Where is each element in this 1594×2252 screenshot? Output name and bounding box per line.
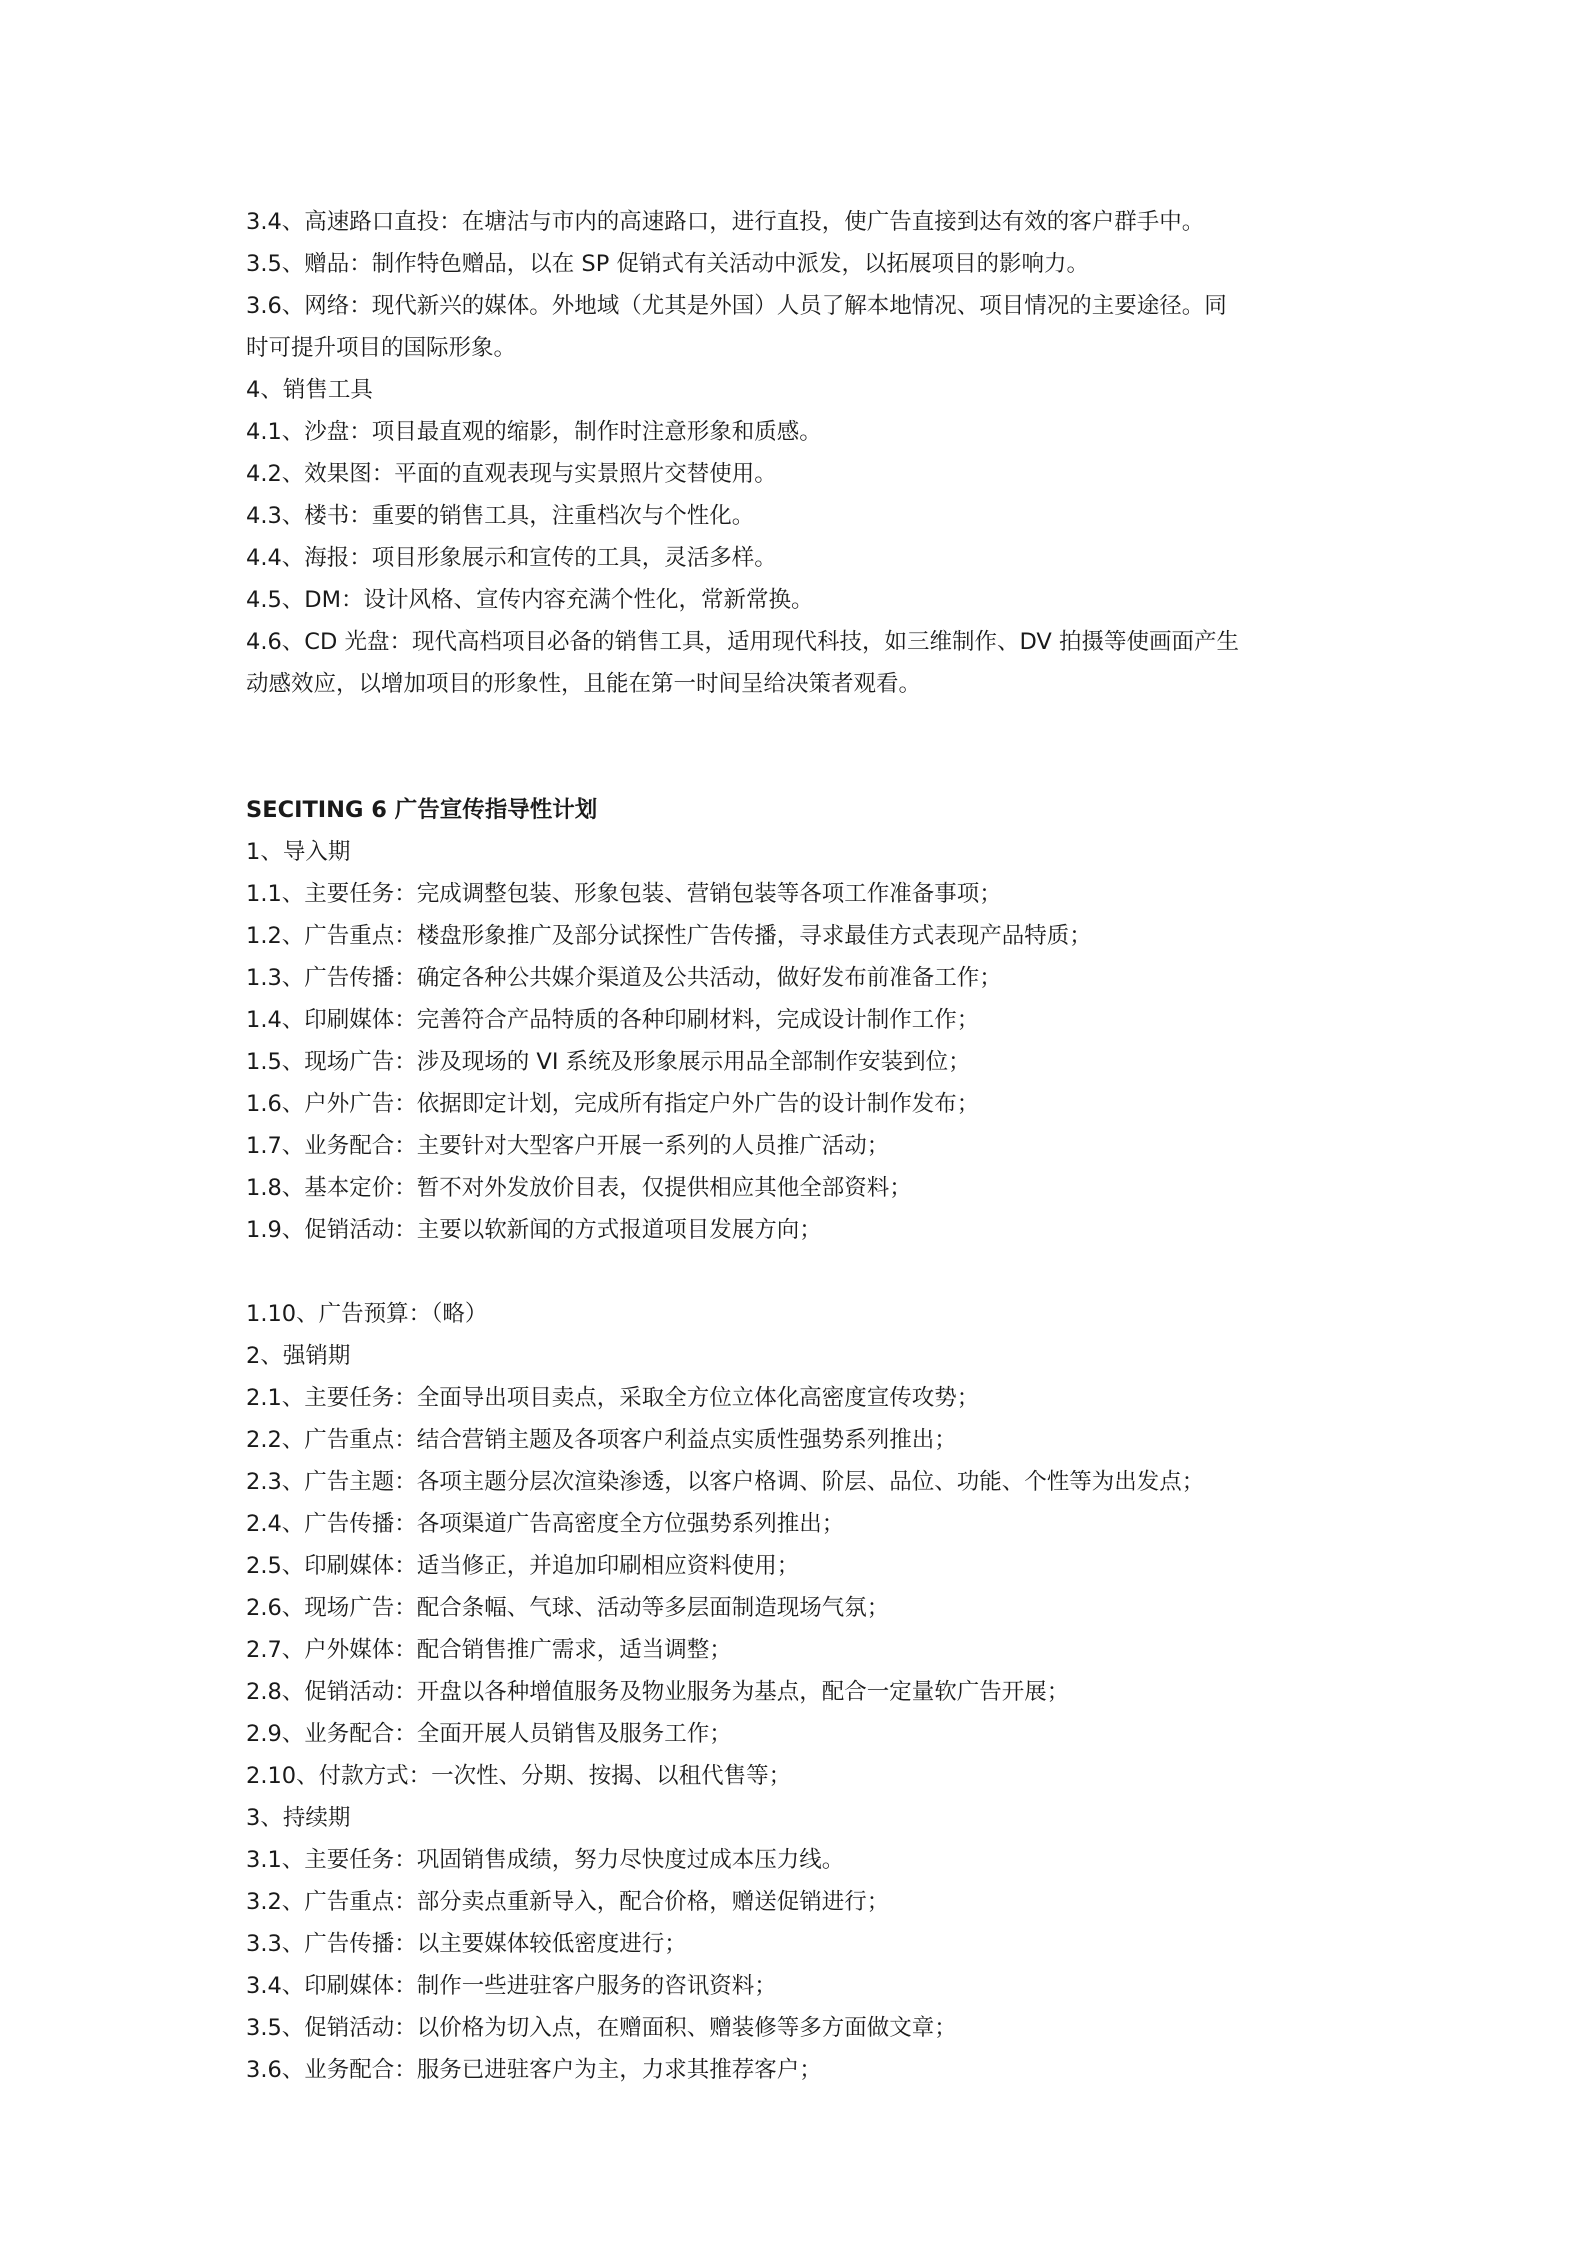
paragraph-line: 3.1、主要任务：巩固销售成绩，努力尽快度过成本压力线。 xyxy=(246,1847,845,1873)
section-heading: SECITING 6 广告宣传指导性计划 xyxy=(246,797,598,823)
paragraph-line: 2.8、促销活动：开盘以各种增值服务及物业服务为基点，配合一定量软广告开展； xyxy=(246,1679,1070,1705)
paragraph-line: 1.8、基本定价：暂不对外发放价目表，仅提供相应其他全部资料； xyxy=(246,1175,912,1201)
paragraph-line: 1.7、业务配合：主要针对大型客户开展一系列的人员推广活动； xyxy=(246,1133,890,1159)
paragraph-line: 1、导入期 xyxy=(246,839,351,865)
section-spacer xyxy=(246,705,1354,789)
section6-text xyxy=(246,789,1354,1251)
paragraph-line: 1.4、印刷媒体：完善符合产品特质的各种印刷材料，完成设计制作工作； xyxy=(246,1007,980,1033)
paragraph-line: 2.9、业务配合：全面开展人员销售及服务工作； xyxy=(246,1721,732,1747)
paragraph-line: 1.1、主要任务：完成调整包装、形象包装、营销包装等各项工作准备事项； xyxy=(246,881,1002,907)
paragraph-line: 2.3、广告主题：各项主题分层次渲染渗透，以客户格调、阶层、品位、功能、个性等为出发点； xyxy=(246,1469,1205,1495)
paragraph-line: 4.4、海报：项目形象展示和宣传的工具，灵活多样。 xyxy=(246,545,777,571)
paragraph-line: 3.6、业务配合：服务已进驻客户为主，力求其推荐客户； xyxy=(246,2057,822,2083)
section6-text-continued xyxy=(246,1293,1354,2091)
paragraph-line: 3.5、赠品：制作特色赠品，以在 SP 促销式有关活动中派发，以拓展项目的影响力。 xyxy=(246,251,1089,277)
paragraph-line: 3.3、广告传播：以主要媒体较低密度进行； xyxy=(246,1931,687,1957)
paragraph-line: 3.2、广告重点：部分卖点重新导入，配合价格，赠送促销进行； xyxy=(246,1889,890,1915)
paragraph-line: 4.5、DM：设计风格、宣传内容充满个性化，常新常换。 xyxy=(246,587,814,613)
paragraph-line: 1.5、现场广告：涉及现场的 VI 系统及形象展示用品全部制作安装到位； xyxy=(246,1049,971,1075)
paragraph-line: 1.9、促销活动：主要以软新闻的方式报道项目发展方向； xyxy=(246,1217,822,1243)
paragraph-line: 3、持续期 xyxy=(246,1805,351,1831)
paragraph-line: 时可提升项目的国际形象。 xyxy=(246,335,517,361)
paragraph-line: 2.6、现场广告：配合条幅、气球、活动等多层面制造现场气氛； xyxy=(246,1595,890,1621)
paragraph-line: 1.3、广告传播：确定各种公共媒介渠道及公共活动，做好发布前准备工作； xyxy=(246,965,1002,991)
paragraph-line: 2.4、广告传播：各项渠道广告高密度全方位强势系列推出； xyxy=(246,1511,845,1537)
paragraph-line: 动感效应，以增加项目的形象性，且能在第一时间呈给决策者观看。 xyxy=(246,671,922,697)
paragraph-line: 2.1、主要任务：全面导出项目卖点，采取全方位立体化高密度宣传攻势； xyxy=(246,1385,980,1411)
paragraph-line: 2、强销期 xyxy=(246,1343,351,1369)
paragraph-line: 4.1、沙盘：项目最直观的缩影，制作时注意形象和质感。 xyxy=(246,419,822,445)
paragraph-line: 4.6、CD 光盘：现代高档项目必备的销售工具，适用现代科技，如三维制作、DV 拍摄等使画面产生 xyxy=(246,629,1239,655)
paragraph-line: 2.7、户外媒体：配合销售推广需求，适当调整； xyxy=(246,1637,732,1663)
paragraph-line: 3.6、网络：现代新兴的媒体。外地域（尤其是外国）人员了解本地情况、项目情况的主要途径。同 xyxy=(246,293,1227,319)
paragraph-line: 1.6、户外广告：依据即定计划，完成所有指定户外广告的设计制作发布； xyxy=(246,1091,980,1117)
paragraph-line: 1.2、广告重点：楼盘形象推广及部分试探性广告传播，寻求最佳方式表现产品特质； xyxy=(246,923,1092,949)
paragraph-line: 1.10、广告预算：（略） xyxy=(246,1301,488,1327)
paragraph-line: 4.2、效果图：平面的直观表现与实景照片交替使用。 xyxy=(246,461,777,487)
paragraph-line: 2.2、广告重点：结合营销主题及各项客户利益点实质性强势系列推出； xyxy=(246,1427,957,1453)
paragraph-line: 4.3、楼书：重要的销售工具，注重档次与个性化。 xyxy=(246,503,755,529)
paragraph-line: 3.4、高速路口直投：在塘沽与市内的高速路口，进行直投，使广告直接到达有效的客户群手中。 xyxy=(246,209,1205,235)
paragraph-line: 3.4、印刷媒体：制作一些进驻客户服务的咨讯资料； xyxy=(246,1973,777,1999)
paragraph-spacer xyxy=(246,1251,1354,1293)
paragraph-line: 2.10、付款方式：一次性、分期、按揭、以租代售等； xyxy=(246,1763,792,1789)
paragraph-line: 2.5、印刷媒体：适当修正，并追加印刷相应资料使用； xyxy=(246,1553,800,1579)
paragraph-line: 3.5、促销活动：以价格为切入点，在赠面积、赠装修等多方面做文章； xyxy=(246,2015,957,2041)
paragraph-line: 4、销售工具 xyxy=(246,377,373,403)
section-top-text xyxy=(246,201,1354,705)
